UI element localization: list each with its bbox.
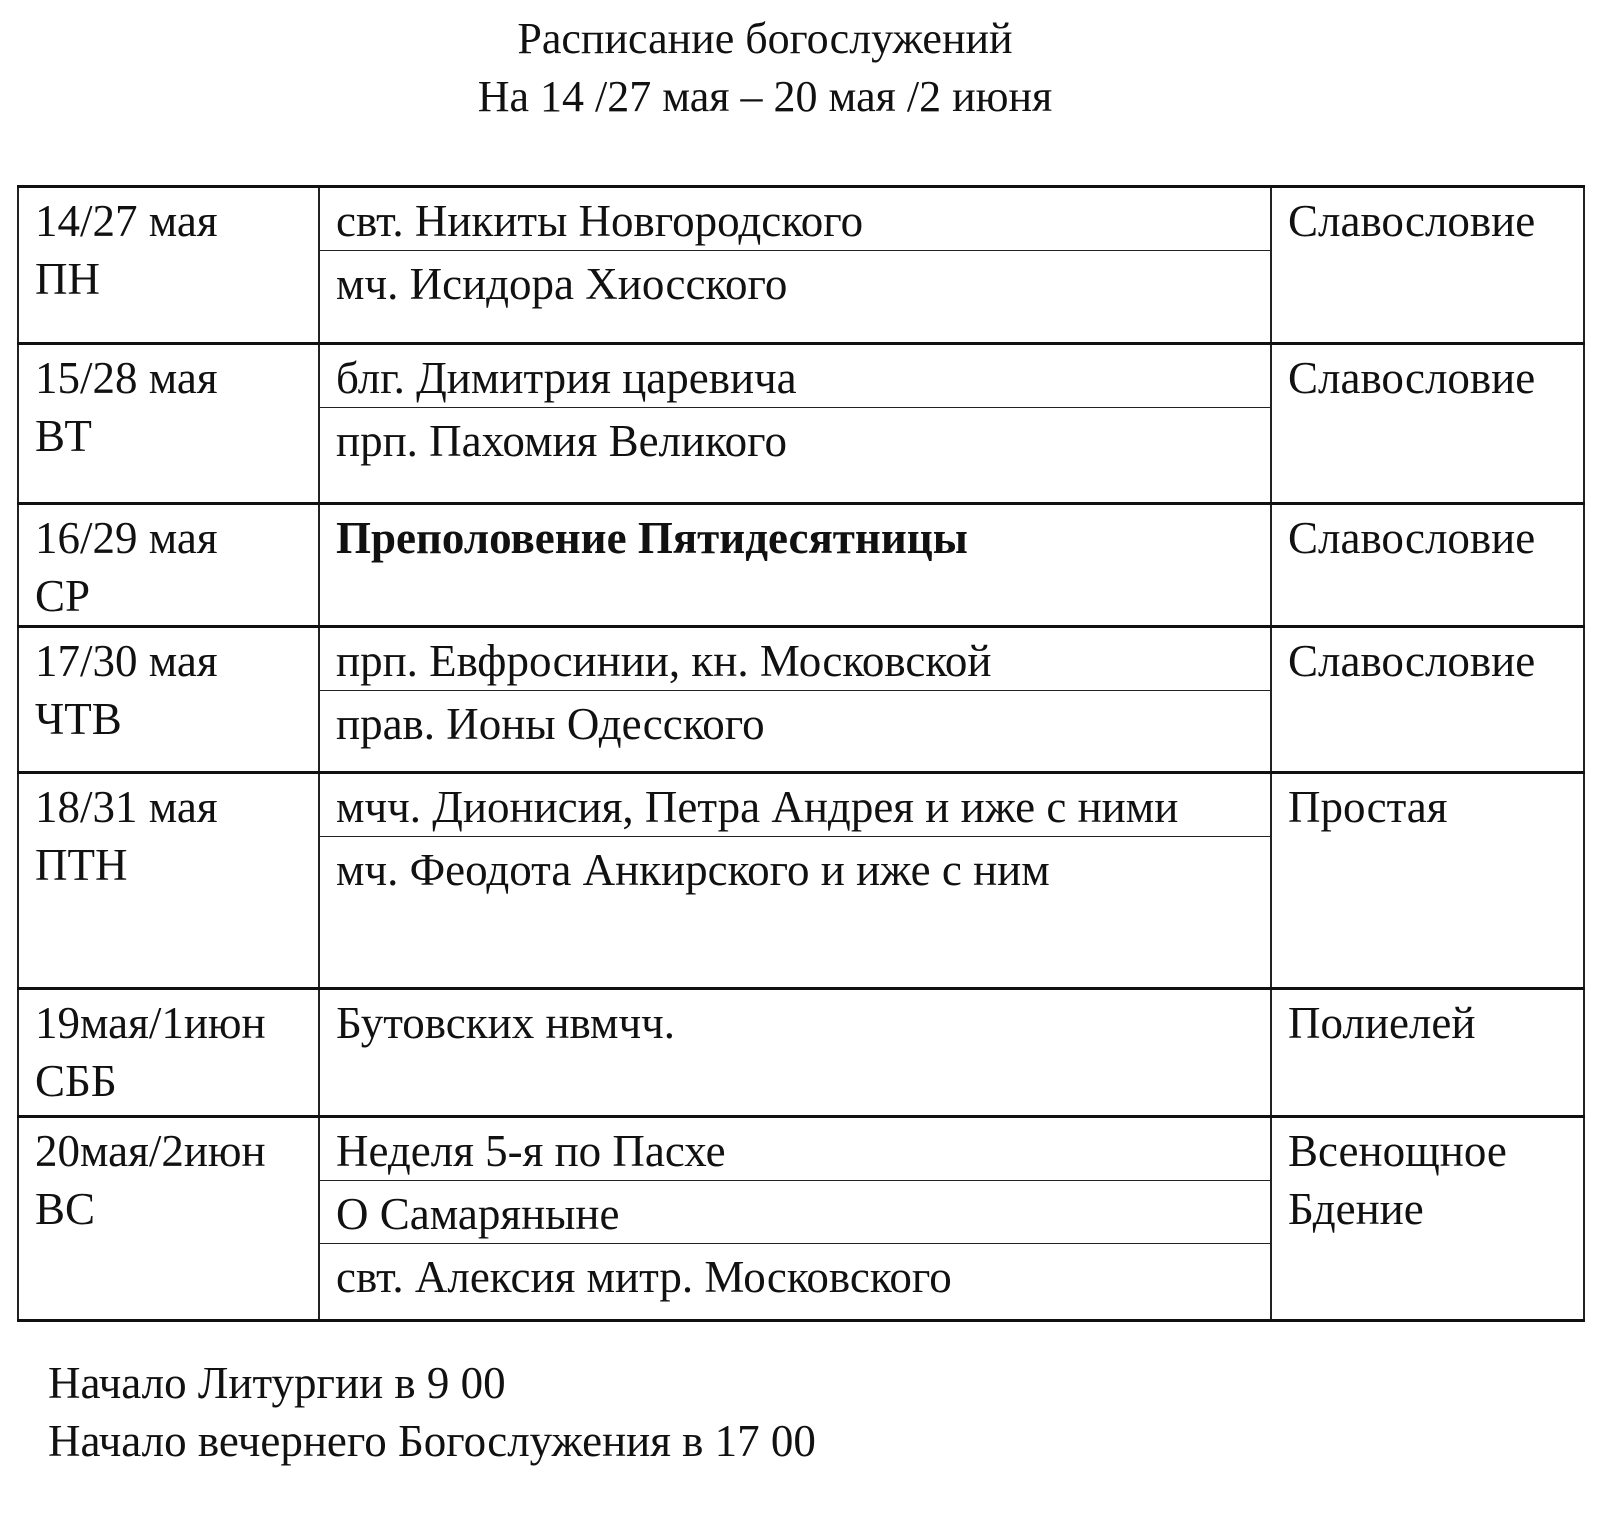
saints-cell [319, 344, 1271, 504]
date-cell [18, 989, 319, 1117]
saint-entry: свт. Никиты Новгородского [320, 188, 1270, 251]
saints-cell [319, 187, 1271, 344]
saints-cell [319, 773, 1271, 989]
service-rank: Славословие [1288, 636, 1536, 686]
liturgy-start-time: Начало Литургии в 9 00 [48, 1358, 506, 1408]
day-date: 17/30 мая [35, 636, 218, 686]
saint-entry: Неделя 5-я по Пасхе [320, 1118, 1270, 1181]
day-row [18, 989, 1584, 1117]
rank-cell [1271, 344, 1584, 504]
schedule-table [17, 185, 1585, 1322]
day-row [18, 187, 1584, 344]
saint-entry: мч. Феодота Анкирского и иже с ним [336, 845, 1050, 895]
rank-cell [1271, 187, 1584, 344]
page-subtitle: На 14 /27 мая – 20 мая /2 июня [477, 72, 1053, 121]
day-weekday: ВТ [35, 411, 92, 461]
rank-cell [1271, 1117, 1584, 1321]
vespers-start-time: Начало вечернего Богослужения в 17 00 [48, 1416, 816, 1466]
page-header [0, 10, 1530, 126]
day-weekday: СР [35, 571, 91, 621]
service-times [48, 1354, 816, 1470]
day-row [18, 627, 1584, 773]
day-date: 16/29 мая [35, 513, 218, 563]
page-title: Расписание богослужений [517, 14, 1013, 63]
service-rank: Полиелей [1288, 998, 1476, 1048]
service-rank: Славословие [1288, 353, 1536, 403]
saint-entry: блг. Димитрия царевича [320, 345, 1270, 408]
saint-entry: О Самаряныне [320, 1181, 1270, 1244]
service-rank: Всенощное Бдение [1288, 1126, 1507, 1234]
service-rank: Славословие [1288, 196, 1536, 246]
saints-cell [319, 504, 1271, 627]
day-row [18, 773, 1584, 989]
saint-entry: мч. Исидора Хиосского [336, 259, 788, 309]
day-date: 18/31 мая [35, 782, 218, 832]
rank-cell [1271, 773, 1584, 989]
day-row [18, 344, 1584, 504]
rank-cell [1271, 989, 1584, 1117]
day-row [18, 504, 1584, 627]
service-rank: Славословие [1288, 513, 1536, 563]
schedule-body [18, 187, 1584, 1321]
saint-entry: мчч. Дионисия, Петра Андрея и иже с ними [320, 774, 1270, 837]
saints-cell [319, 1117, 1271, 1321]
saint-entry: свт. Алексия митр. Московского [336, 1252, 952, 1302]
saint-entry: прп. Пахомия Великого [336, 416, 788, 466]
day-weekday: СББ [35, 1056, 117, 1106]
date-cell [18, 187, 319, 344]
rank-cell [1271, 627, 1584, 773]
saint-entry: прп. Евфросинии, кн. Московской [320, 628, 1270, 691]
day-row [18, 1117, 1584, 1321]
saints-cell [319, 989, 1271, 1117]
date-cell [18, 504, 319, 627]
day-date: 19мая/1июн [35, 998, 266, 1048]
day-date: 20мая/2июн [35, 1126, 266, 1176]
date-cell [18, 773, 319, 989]
saint-entry: Бутовских нвмчч. [336, 998, 675, 1048]
day-weekday: ПТН [35, 840, 128, 890]
day-date: 14/27 мая [35, 196, 218, 246]
date-cell [18, 627, 319, 773]
day-weekday: ЧТВ [35, 694, 122, 744]
service-rank: Простая [1288, 782, 1448, 832]
rank-cell [1271, 504, 1584, 627]
day-weekday: ВС [35, 1184, 96, 1234]
date-cell [18, 1117, 319, 1321]
date-cell [18, 344, 319, 504]
day-weekday: ПН [35, 254, 100, 304]
day-date: 15/28 мая [35, 353, 218, 403]
saints-cell [319, 627, 1271, 773]
saint-entry-feast: Преполовение Пятидесятницы [336, 513, 968, 563]
saint-entry: прав. Ионы Одесского [336, 699, 765, 749]
